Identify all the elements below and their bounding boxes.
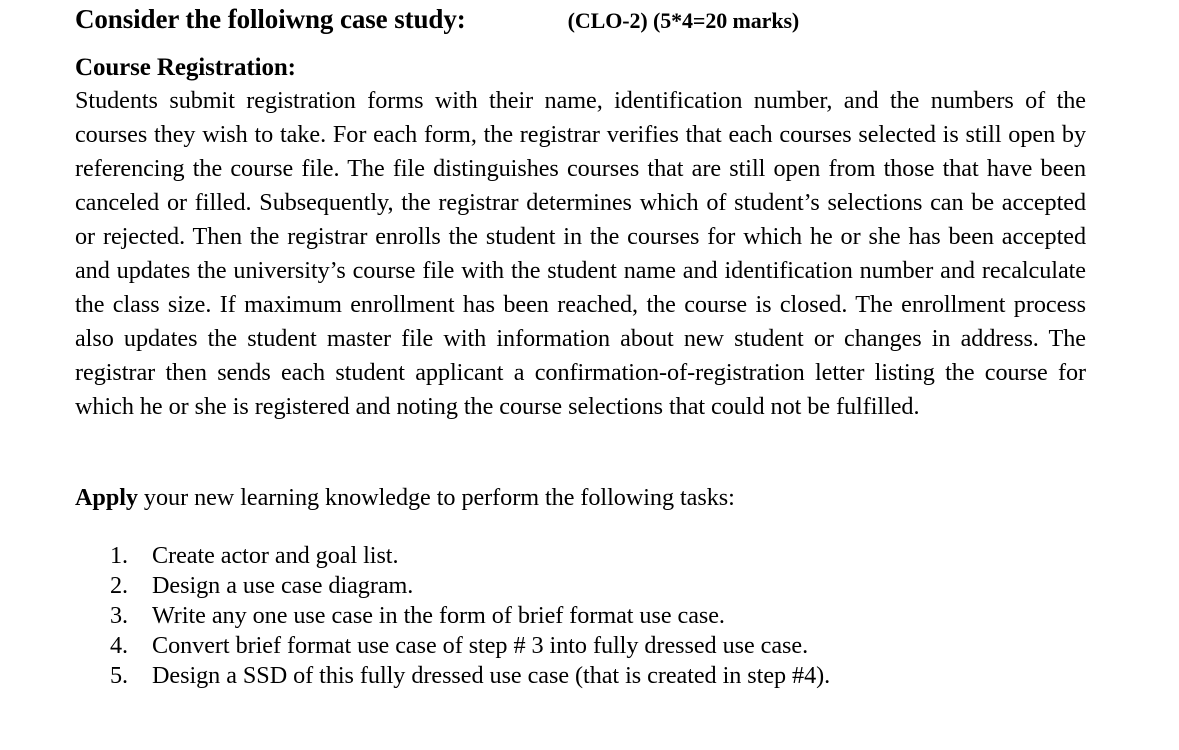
case-study-paragraph-text: Students submit registration forms with their name, identification number, and the numbers of the courses they wish to take. For each form, the registrar verifies that each courses selected is still open by referencing the course file. The file distinguishes courses that are still open from those that have been canceled or filled. Subsequently, the registrar determines which of student’s selections can be accepted or rejected. Then the registrar enrolls the student in the courses for which he or she has been accepted and updates the university’s course file with the student name and identification number and recalculate the class size. If maximum enrollment has been reached, the course is closed. The enrollment process also updates the student master file with information about new student or changes in address. The registrar then sends each student applicant a confirmation-of-registration letter listing the course for which he or she is registered and noting the course selections that could not be fulfilled. [75,87,1086,420]
question-prompt-title: Consider the folloiwng case study: [75,4,466,34]
list-item-label: Convert brief format use case of step # 3 into fully dressed use case. [152,632,809,659]
clo-marks-label: (CLO-2) (5*4=20 marks) [567,8,800,33]
list-item [110,631,1090,661]
list-item [110,661,1090,691]
list-item-label: Design a SSD of this fully dressed use case (that is created in step #4). [152,662,831,689]
list-item-label: Create actor and goal list. [152,542,399,569]
list-item-number: 1. [110,542,129,569]
apply-instruction-lead: Apply [75,484,138,511]
list-item-number: 4. [110,632,129,659]
list-item-number: 5. [110,662,129,689]
list-item-number: 2. [110,572,129,599]
list-item [110,601,1090,631]
question-header [75,2,1084,38]
apply-instruction-rest: your new learning knowledge to perform the following tasks: [137,484,735,511]
case-study-heading: Course Registration: [75,54,296,81]
apply-instruction [75,481,1084,515]
list-item-label: Write any one use case in the form of brief format use case. [152,602,725,629]
list-item-number: 3. [110,602,129,629]
list-item-label: Design a use case diagram. [152,572,414,599]
task-list [110,541,1090,691]
case-study-paragraph [75,84,1086,424]
list-item [110,541,1090,571]
list-item [110,571,1090,601]
